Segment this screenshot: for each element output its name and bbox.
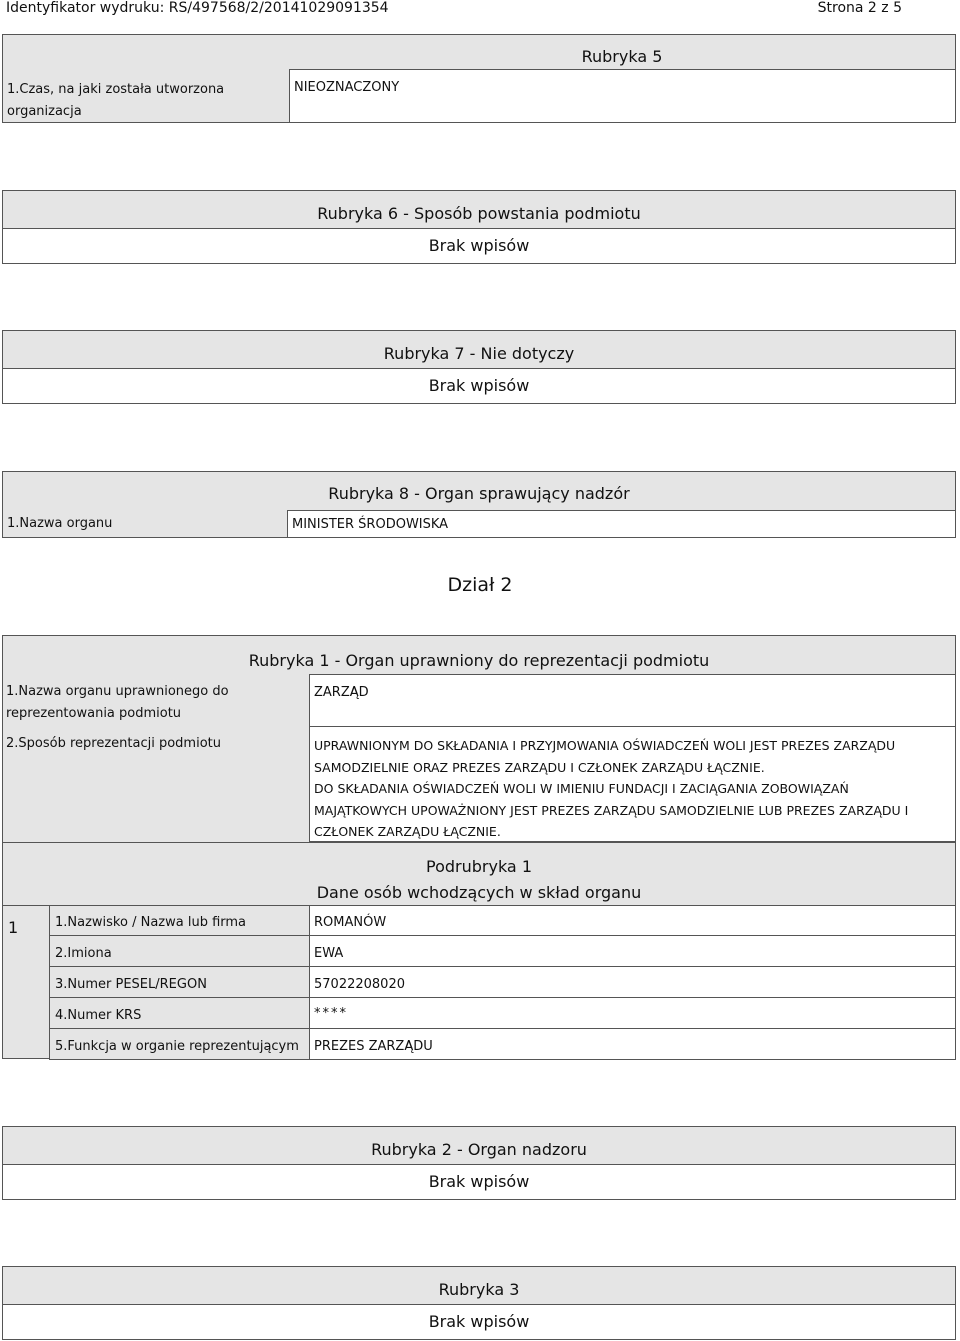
person-row-value-2: EWA bbox=[309, 935, 956, 967]
d2r1-value-2-line-1: UPRAWNIONYM DO SKŁADANIA I PRZYJMOWANIA OŚWIADCZEŃ WOLI JEST PREZES ZARZĄDU bbox=[314, 738, 896, 753]
d2r1-value-2-line-2: SAMODZIELNIE ORAZ PREZES ZARZĄDU I CZŁONEK ZARZĄDU ŁĄCZNIE. bbox=[314, 759, 765, 775]
dzial-2-heading: Dział 2 bbox=[447, 574, 513, 596]
rubryka-8-value: MINISTER ŚRODOWISKA bbox=[287, 510, 956, 538]
d2r3-empty: Brak wpisów bbox=[428, 1312, 530, 1331]
d2r1-value-2 bbox=[309, 726, 956, 842]
d2r2-empty: Brak wpisów bbox=[428, 1172, 530, 1191]
rubryka-5-section bbox=[2, 34, 956, 123]
person-row-value-3: 57022208020 bbox=[309, 966, 956, 998]
person-row-value-4: **** bbox=[309, 997, 956, 1029]
person-row-label-5: 5.Funkcja w organie reprezentującym bbox=[49, 1028, 310, 1060]
person-index: 1 bbox=[8, 918, 19, 937]
d2r1-value-2-line-3: DO SKŁADANIA OŚWIADCZEŃ WOLI W IMIENIU FUNDACJI I ZACIĄGANIA ZOBOWIĄZAŃ bbox=[314, 781, 849, 796]
d2r1-value-2-line-4: MAJĄTKOWYCH UPOWAŻNIONY JEST PREZES ZARZĄDU SAMODZIELNIE LUB PREZES ZARZĄDU I bbox=[314, 802, 909, 818]
podrubryka-1-subtitle: Dane osób wchodzących w skład organu bbox=[316, 883, 642, 902]
person-row-label-1: 1.Nazwisko / Nazwa lub firma bbox=[49, 905, 310, 936]
d2r1-title: Rubryka 1 - Organ uprawniony do reprezentacji podmiotu bbox=[248, 651, 710, 670]
d2r1-label-1: 1.Nazwa organu uprawnionego do reprezentowania podmiotu bbox=[6, 684, 229, 721]
podrubryka-1-title: Podrubryka 1 bbox=[426, 857, 532, 876]
rubryka-5-title: Rubryka 5 bbox=[581, 47, 663, 66]
rubryka-6-empty: Brak wpisów bbox=[428, 236, 530, 255]
d2r1-value-1: ZARZĄD bbox=[309, 674, 956, 727]
rubryka-5-label: 1.Czas, na jaki została utworzona organizacja bbox=[7, 82, 225, 119]
rubryka-8-section bbox=[2, 471, 956, 538]
person-row-label-4: 4.Numer KRS bbox=[49, 997, 310, 1029]
page-number: Strona 2 z 5 bbox=[817, 0, 902, 16]
d2r2-title: Rubryka 2 - Organ nadzoru bbox=[3, 1127, 955, 1165]
rubryka-7-title: Rubryka 7 - Nie dotyczy bbox=[3, 331, 955, 369]
dzial-2-rubryka-3-section bbox=[2, 1266, 956, 1340]
dzial-2-rubryka-2-section bbox=[2, 1126, 956, 1200]
rubryka-8-title: Rubryka 8 - Organ sprawujący nadzór bbox=[328, 484, 630, 503]
person-row-label-2: 2.Imiona bbox=[49, 935, 310, 967]
rubryka-6-section bbox=[2, 190, 956, 264]
dzial-2-rubryka-1-section bbox=[2, 635, 956, 1059]
d2r1-value-2-line-5: CZŁONEK ZARZĄDU ŁĄCZNIE. bbox=[314, 824, 501, 839]
rubryka-7-section bbox=[2, 330, 956, 404]
person-row-value-1: ROMANÓW bbox=[309, 905, 956, 936]
rubryka-8-label: 1.Nazwa organu bbox=[7, 516, 113, 531]
rubryka-5-value: NIEOZNACZONY bbox=[289, 69, 956, 123]
d2r1-label-2: 2.Sposób reprezentacji podmiotu bbox=[6, 736, 221, 751]
rubryka-6-title: Rubryka 6 - Sposób powstania podmiotu bbox=[3, 191, 955, 229]
print-identifier: Identyfikator wydruku: RS/497568/2/20141029091354 bbox=[6, 0, 389, 16]
person-row-label-3: 3.Numer PESEL/REGON bbox=[49, 966, 310, 998]
podrubryka-1-header bbox=[2, 842, 956, 906]
d2r3-title: Rubryka 3 bbox=[3, 1267, 955, 1305]
rubryka-7-empty: Brak wpisów bbox=[428, 376, 530, 395]
person-row-value-5: PREZES ZARZĄDU bbox=[309, 1028, 956, 1060]
